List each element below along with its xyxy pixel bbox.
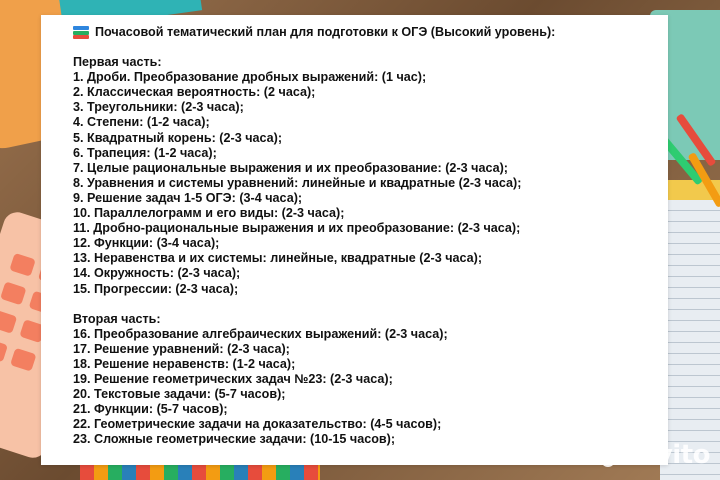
plan-item: 7. Целые рациональные выражения и их преобразование: (2-3 часа); (73, 160, 509, 175)
plan-title-line (73, 25, 555, 40)
plan-item: 4. Степени: (1-2 часа); (73, 115, 210, 130)
plan-item: 20. Текстовые задачи: (5-7 часов); (73, 387, 286, 402)
part2-list (73, 327, 555, 448)
plan-item: 9. Решение задач 1-5 ОГЭ: (3-4 часа); (73, 190, 303, 205)
part2-heading: Вторая часть: (73, 311, 161, 326)
plan-item: 14. Окружность: (2-3 часа); (73, 266, 241, 281)
avito-logo (601, 441, 633, 469)
plan-item: 11. Дробно-рациональные выражения и их преобразование: (2-3 часа); (73, 221, 521, 236)
plan-item: 17. Решение уравнений: (2-3 часа); (73, 341, 290, 356)
plan-item: 12. Функции: (3-4 часа); (73, 236, 220, 251)
plan-item: 22. Геометрические задачи на доказательство: (4-5 часов); (73, 417, 442, 432)
plan-item: 5. Квадратный корень: (2-3 часа); (73, 130, 283, 145)
plan-item: 6. Трапеция: (1-2 часа); (73, 145, 217, 160)
plan-item: 13. Неравенства и их системы: линейные, квадратные (2-3 часа); (73, 251, 483, 266)
plan-item: 23. Сложные геометрические задачи: (10-15 часов); (73, 432, 396, 447)
plan-item: 2. Классическая вероятность: (2 часа); (73, 85, 316, 100)
plan-item: 3. Треугольники: (2-3 часа); (73, 100, 244, 115)
part1-list (73, 70, 555, 296)
plan-item: 10. Параллелограмм и его виды: (2-3 часа); (73, 206, 345, 221)
plan-item: 21. Функции: (5-7 часов); (73, 402, 228, 417)
part1-heading: Первая часть: (73, 55, 162, 70)
plan-title: Почасовой тематический план для подготовки к ОГЭ (Высокий уровень): (95, 25, 556, 39)
study-plan-card (41, 15, 668, 465)
plan-item: 16. Преобразование алгебраических выражений: (2-3 часа); (73, 326, 448, 341)
plan-content (73, 25, 555, 447)
plan-item: 8. Уравнения и системы уравнений: линейные и квадратные (2-3 часа); (73, 175, 522, 190)
spiral-notebook (660, 200, 720, 480)
watermark-text: Avito (637, 440, 710, 470)
plan-item: 19. Решение геометрических задач №23: (2-3 часа); (73, 371, 393, 386)
avito-watermark (601, 440, 710, 470)
plan-item: 18. Решение неравенств: (1-2 часа); (73, 356, 296, 371)
books-icon (73, 26, 89, 39)
plan-item: 15. Прогрессии: (2-3 часа); (73, 281, 239, 296)
plan-item: 1. Дроби. Преобразование дробных выражений: (1 час); (73, 70, 427, 85)
colored-pencils (80, 464, 320, 480)
